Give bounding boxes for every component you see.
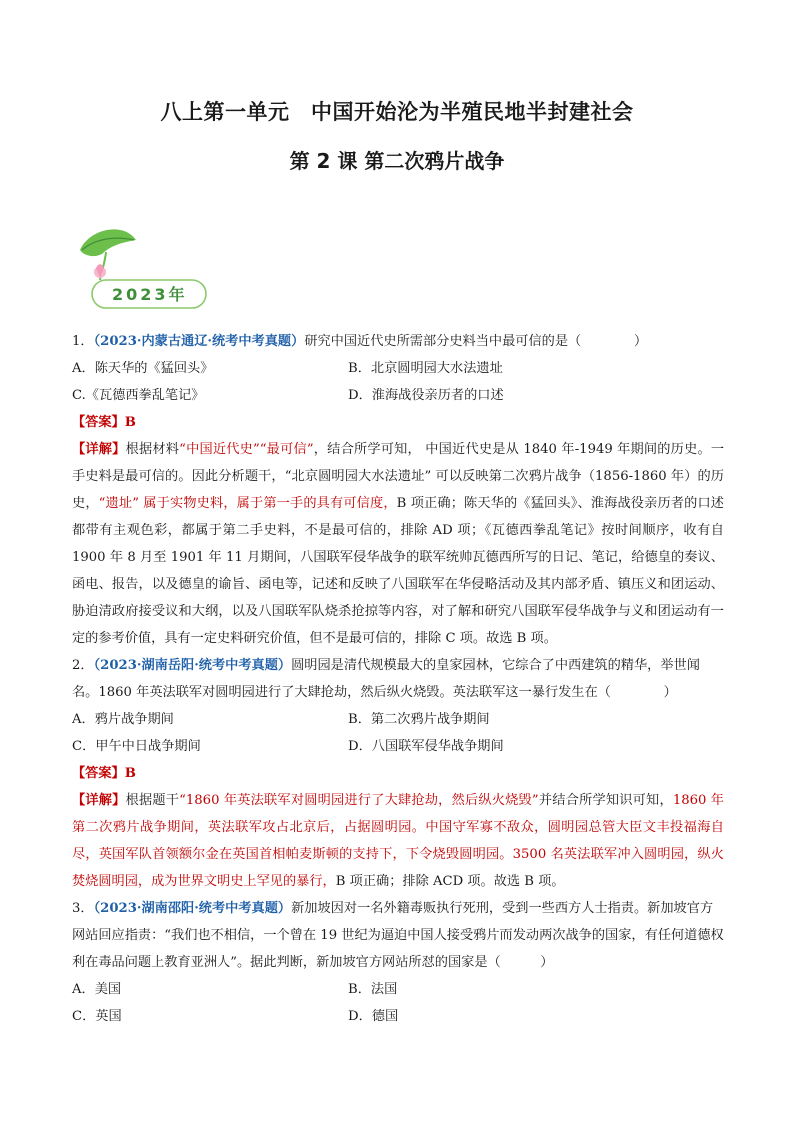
options-3 [72,976,724,1030]
answer-2: 【答案】B [72,766,136,781]
question-2 [72,652,724,706]
option-a: A．陈天华的《猛回头》 [72,361,214,376]
option-c: C．英国 [72,1009,122,1024]
option-d: D．淮海战役亲历者的口述 [348,388,504,403]
question-number: 2． [72,658,94,673]
detail-part-highlight: 1860 年第二次鸦片战争期间，英法联军攻占北京后，占据圆明园。中国守军寡不敌众，圆明园总管大臣文丰投福海自尽，英国军队首领额尔金在英国首相帕麦斯顿的支持下，下令烧毁圆明园。3500 名英法联军冲入圆明园，纵火焚烧圆明园，成为世界文明史上罕见的暴行， [72,793,724,889]
question-stem: 新加坡因对一名外籍毒贩执行死刑，受到一些西方人士指责。新加坡官方网站回应指责：“我们也不相信，一个曾在 19 世纪为逼迫中国人接受鸦片而发动两次战争的国家，有任何道德权利在毒品问题上教育亚洲人”。据此判断，新加坡官方网站所怼的国家是（ ） [72,901,724,970]
detail-part: ，结合所学可知， 中国近代史是从 1840 年-1949 年期间的历史。一手史料是最可信的。因此分析题干，“北京圆明园大水法遗址” 可以反映第二次鸦片战争（1856-1860 年）的历史， [72,442,725,511]
detail-part-highlight: “中国近代史”“最可信” [179,442,314,457]
option-d: D．八国联军侵华战争期间 [348,739,504,754]
question-number: 3． [72,901,94,916]
question-source: （2023·湖南邵阳·统考中考真题） [93,901,292,916]
question-source: （2023·内蒙古通辽·统考中考真题） [93,334,305,349]
option-c: C．甲午中日战争期间 [72,739,201,754]
detail-part-highlight: “1860 年英法联军对圆明园进行了大肆抢劫，然后纵火烧毁” [179,793,539,808]
option-b: B．北京圆明园大水法遗址 [348,361,503,376]
detail-part-highlight: “遗址” 属于实物史料，属于第一手的具有可信度， [98,496,397,511]
option-c: C.《瓦德西拳乱笔记》 [72,388,205,403]
detail-1 [72,436,724,652]
option-a: A．鸦片战争期间 [72,712,174,727]
detail-part: B 项正确；排除 ACD 项。故选 B 项。 [335,874,565,889]
year-label: 2023年 [112,285,188,304]
question-list [72,328,724,1030]
detail-part: 并结合所学知识可知， [538,793,673,808]
lesson-title: 第 2 课 第二次鸦片战争 [289,149,505,173]
option-d: D．德国 [348,1009,399,1024]
question-stem: 研究中国近代史所需部分史料当中最可信的是（ ） [304,334,648,349]
detail-part: B 项正确；陈天华的《猛回头》、淮海战役亲历者的口述都带有主观色彩，都属于第二手史料，不是最可信的，排除 AD 项；《瓦德西拳乱笔记》按时间顺序，收有自 1900 年 8 月至 1901 年 11 月期间，八国联军侵华战争的联军统帅瓦德西所写的日记、笔记，给德皇的奏议、函电、报告，以及德皇的谕旨、函电等，记述和反映了八国联军在华侵略活动及其内部矛盾、镇压义和团运动、胁迫清政府接受议和大纲，以及八国联军队烧杀抢掠等内容，对了解和研究八国联军侵华战争与义和团运动有一定的参考价值，具有一定史料研究价值，但不是最可信的，排除 C 项。故选 B 项。 [72,496,724,646]
detail-part: 根据材料 [125,442,180,457]
question-1 [72,328,724,355]
option-b: B．法国 [348,982,398,997]
detail-2 [72,787,724,895]
option-a: A．美国 [72,982,122,997]
year-section-badge [72,224,212,312]
question-number: 1． [72,334,94,349]
options-1 [72,355,724,409]
question-source: （2023·湖南岳阳·统考中考真题） [93,658,292,673]
question-3 [72,895,724,976]
options-2 [72,706,724,760]
detail-tag: 【详解】 [72,442,126,457]
answer-1: 【答案】B [72,415,136,430]
detail-tag: 【详解】 [72,793,126,808]
question-stem: 圆明园是清代规模最大的皇家园林，它综合了中西建筑的精华，举世闻名。1860 年英法联军对圆明园进行了大肆抢劫，然后纵火烧毁。英法联军这一暴行发生在（ ） [72,658,700,700]
unit-title: 八上第一单元 中国开始沦为半殖民地半封建社会 [160,100,634,124]
detail-part: 根据题干 [125,793,180,808]
option-b: B．第二次鸦片战争期间 [348,712,490,727]
